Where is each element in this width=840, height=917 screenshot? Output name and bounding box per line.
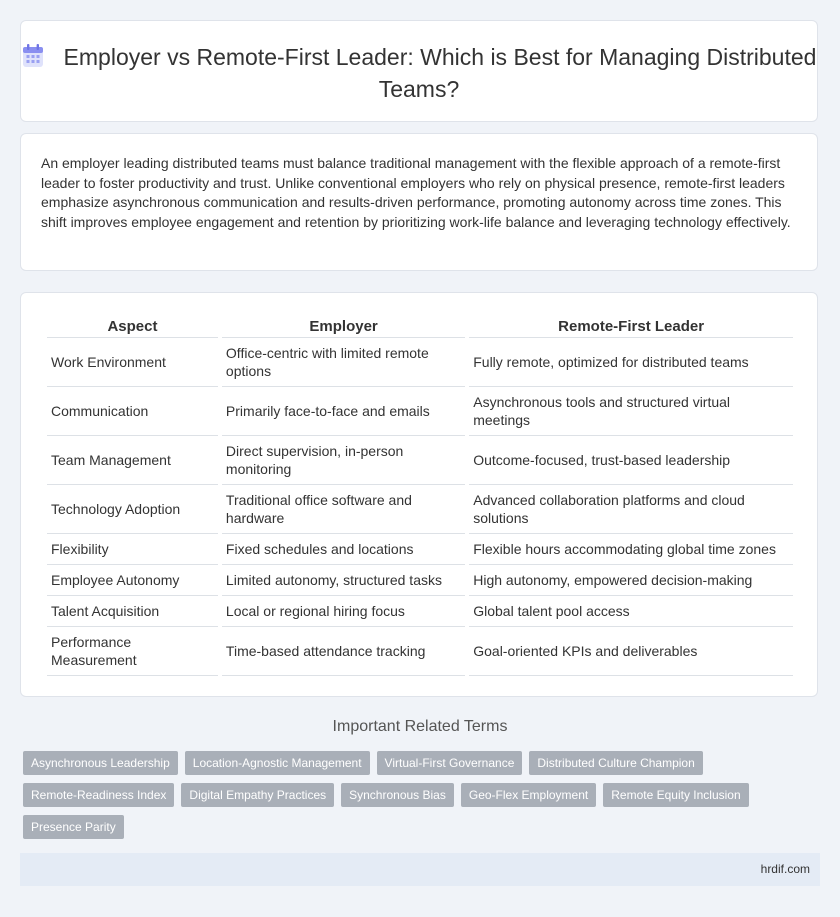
intro-paragraph: An employer leading distributed teams must balance traditional management with the flexible approach of a remote-first leader to foster productivity and trust. Unlike conventional employers who rely on physical presence, remote-first leaders emphasize asynchronous communication and results-driven performance, promoting autonomy across time zones. This shift improves employee engagement and retention by prioritizing work-life balance and leveraging technology effectively. bbox=[41, 155, 791, 230]
related-term-tag[interactable]: Remote-Readiness Index bbox=[23, 783, 174, 807]
table-row bbox=[47, 596, 793, 627]
calendar-icon bbox=[22, 44, 44, 75]
aspect-cell: Performance Measurement bbox=[47, 627, 218, 676]
related-terms-list bbox=[23, 751, 803, 839]
table-row bbox=[47, 436, 793, 485]
remote-leader-cell: Global talent pool access bbox=[469, 596, 793, 627]
table-header-row bbox=[47, 316, 793, 338]
header-remote-first-leader: Remote-First Leader bbox=[469, 316, 793, 338]
employer-cell: Office-centric with limited remote options bbox=[222, 338, 465, 387]
related-term-tag[interactable]: Location-Agnostic Management bbox=[185, 751, 370, 775]
related-term-tag[interactable]: Asynchronous Leadership bbox=[23, 751, 178, 775]
footer-site-link[interactable]: hrdif.com bbox=[760, 862, 810, 876]
employer-cell: Local or regional hiring focus bbox=[222, 596, 465, 627]
employer-cell: Traditional office software and hardware bbox=[222, 485, 465, 534]
aspect-cell: Employee Autonomy bbox=[47, 565, 218, 596]
aspect-cell: Flexibility bbox=[47, 534, 218, 565]
table-row bbox=[47, 387, 793, 436]
aspect-cell: Technology Adoption bbox=[47, 485, 218, 534]
remote-leader-cell: Outcome-focused, trust-based leadership bbox=[469, 436, 793, 485]
remote-leader-cell: Goal-oriented KPIs and deliverables bbox=[469, 627, 793, 676]
related-term-tag[interactable]: Virtual-First Governance bbox=[377, 751, 523, 775]
table-row bbox=[47, 338, 793, 387]
related-terms-heading: Important Related Terms bbox=[332, 718, 508, 735]
related-term-tag[interactable]: Synchronous Bias bbox=[341, 783, 454, 807]
header-employer: Employer bbox=[222, 316, 465, 338]
title-card bbox=[20, 20, 818, 122]
related-term-tag[interactable]: Digital Empathy Practices bbox=[181, 783, 334, 807]
related-term-tag[interactable]: Presence Parity bbox=[23, 815, 124, 839]
employer-cell: Direct supervision, in-person monitoring bbox=[222, 436, 465, 485]
table-row bbox=[47, 534, 793, 565]
related-term-tag[interactable]: Remote Equity Inclusion bbox=[603, 783, 748, 807]
header-aspect: Aspect bbox=[47, 316, 218, 338]
employer-cell: Time-based attendance tracking bbox=[222, 627, 465, 676]
related-term-tag[interactable]: Geo-Flex Employment bbox=[461, 783, 596, 807]
employer-cell: Limited autonomy, structured tasks bbox=[222, 565, 465, 596]
remote-leader-cell: Flexible hours accommodating global time zones bbox=[469, 534, 793, 565]
related-term-tag[interactable]: Distributed Culture Champion bbox=[529, 751, 702, 775]
aspect-cell: Talent Acquisition bbox=[47, 596, 218, 627]
remote-leader-cell: Fully remote, optimized for distributed teams bbox=[469, 338, 793, 387]
page-title-text: Employer vs Remote-First Leader: Which is Best for Managing Distributed Teams? bbox=[63, 44, 817, 102]
remote-leader-cell: Asynchronous tools and structured virtual meetings bbox=[469, 387, 793, 436]
aspect-cell: Communication bbox=[47, 387, 218, 436]
footer bbox=[20, 853, 820, 886]
comparison-table bbox=[43, 316, 797, 676]
intro-card bbox=[20, 133, 818, 271]
employer-cell: Primarily face-to-face and emails bbox=[222, 387, 465, 436]
aspect-cell: Team Management bbox=[47, 436, 218, 485]
aspect-cell: Work Environment bbox=[47, 338, 218, 387]
comparison-card bbox=[20, 292, 818, 697]
table-row bbox=[47, 485, 793, 534]
table-row bbox=[47, 627, 793, 676]
employer-cell: Fixed schedules and locations bbox=[222, 534, 465, 565]
remote-leader-cell: Advanced collaboration platforms and cloud solutions bbox=[469, 485, 793, 534]
table-row bbox=[47, 565, 793, 596]
remote-leader-cell: High autonomy, empowered decision-making bbox=[469, 565, 793, 596]
page-title bbox=[21, 43, 817, 104]
